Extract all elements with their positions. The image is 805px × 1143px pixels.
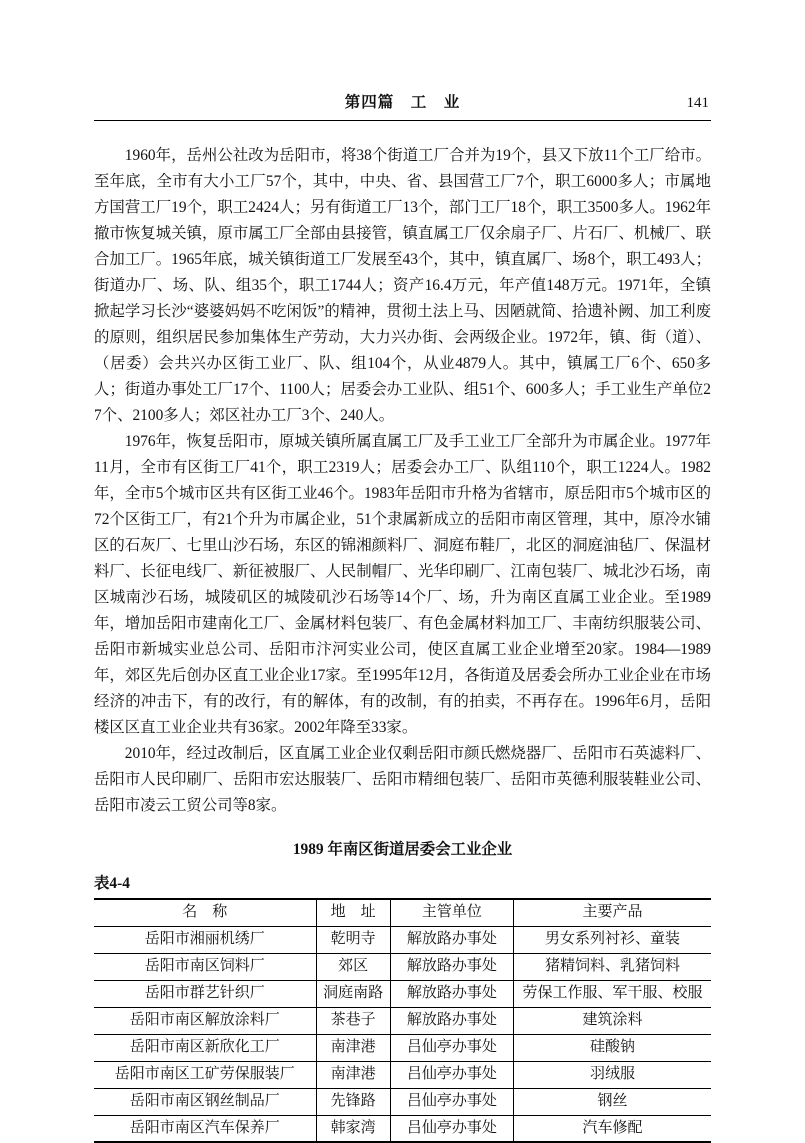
- table-header-cell: 主要产品: [514, 899, 711, 926]
- table-cell: 岳阳市南区汽车保养厂: [129, 1119, 280, 1136]
- table-cell: 韩家湾: [316, 1115, 390, 1142]
- table-header-cell: 名 称: [94, 899, 316, 926]
- table-cell: 岳阳市南区工矿劳保服装厂: [94, 1061, 316, 1088]
- table-cell: 南津港: [316, 1034, 390, 1061]
- table-cell: 岳阳市南区新欣化工厂: [94, 1034, 316, 1061]
- page-content: [94, 0, 711, 1143]
- table-label: 表4-4: [94, 875, 130, 892]
- table-cell: 汽车修配: [514, 1115, 711, 1142]
- table-cell: 吕仙亭办事处: [390, 1034, 513, 1061]
- table-title: 1989 年南区街道居委会工业企业: [292, 841, 513, 858]
- body-text: [94, 143, 711, 819]
- table-cell: 茶巷子: [316, 1007, 390, 1034]
- table-cell: 南津港: [316, 1061, 390, 1088]
- table-cell: 建筑涂料: [514, 1007, 711, 1034]
- table-cell: 解放路办事处: [390, 926, 513, 953]
- table-cell: 解放路办事处: [390, 953, 513, 980]
- paragraph: 1976年，恢复岳阳市，原城关镇所属直属工厂及手工业工厂全部升为市属企业。1977年11月，全市有区街工厂41个，职工2319人；居委会办工厂、队组110个，职工1224人。1982年，全市5个城市区共有区街工业46个。1983年岳阳市升格为省辖市，原岳阳市5个城市区的72个区街工厂，有21个升为市属企业，51个隶属新成立的岳阳市南区管理，其中，原冷水铺区的石灰厂、七里山沙石场，东区的锦湘颜料厂、洞庭布鞋厂，北区的洞庭油毡厂、保温材料厂、长征电线厂、新征被服厂、人民制帽厂、光华印刷厂、江南包装厂、城北沙石场，南区城南沙石场，城陵矶区的城陵矶沙石场等14个厂、场，升为南区直属工业企业。至1989年，增加岳阳市建南化工厂、金属材料包装厂、有色金属材料加工厂、丰南纺织服装公司、岳阳市新城实业总公司、岳阳市汴河实业公司，使区直属工业企业增至20家。1984—1989年，郊区先后创办区直工业企业17家。至1995年12月，各街道及居委会所办工业企业在市场经济的冲击下，有的改行，有的解体，有的改制，有的拍卖，不再存在。1996年6月，岳阳楼区区直工业企业共有36家。2002年降至33家。: [94, 433, 711, 736]
- table-row: [94, 1007, 711, 1034]
- table-cell: 洞庭南路: [316, 980, 390, 1007]
- table-cell: 吕仙亭办事处: [390, 1115, 513, 1142]
- table-header-cell: 地 址: [316, 899, 390, 926]
- table-row: [94, 1115, 711, 1142]
- table-row: [94, 1034, 711, 1061]
- table-header-cell: 主管单位: [390, 899, 513, 926]
- table-cell: 男女系列衬衫、童装: [514, 926, 711, 953]
- enterprises-table: [94, 898, 711, 1143]
- table-row: [94, 980, 711, 1007]
- table-row: [94, 1088, 711, 1115]
- table-header-row: [94, 899, 711, 926]
- table-cell: 吕仙亭办事处: [390, 1061, 513, 1088]
- paragraph: 1960年，岳州公社改为岳阳市，将38个街道工厂合并为19个，县又下放11个工厂给市。至年底，全市有大小工厂57个，其中，中央、省、县国营工厂7个，职工6000多人；市属地方国营工厂19个，职工2424人；另有街道工厂13个，部门工厂18个，职工3500多人。1962年撤市恢复城关镇，原市属工厂全部由县接管，镇直属工厂仅余扇子厂、片石厂、机械厂、联合加工厂。1965年底，城关镇街道工厂发展至43个，其中，镇直属厂、场8个，职工493人；街道办厂、场、队、组35个，职工1744人；资产16.4万元，年产值148万元。1971年，全镇掀起学习长沙“婆婆妈妈不吃闲饭”的精神，贯彻土法上马、因陋就简、拾遗补阙、加工利废的原则，组织居民参加集体生产劳动，大力兴办街、会两级企业。1972年，镇、街（道）、（居委）会共兴办区街工业厂、队、组104个，从业4879人。其中，镇属工厂6个、650多人；街道办事处工厂17个、1100人；居委会办工业队、组51个、600多人；手工业生产单位27个、2100多人；郊区社办工厂3个、240人。: [94, 147, 711, 424]
- table-cell: 猪精饲料、乳猪饲料: [514, 953, 711, 980]
- table-cell: 乾明寺: [316, 926, 390, 953]
- table-cell: 吕仙亭办事处: [390, 1088, 513, 1115]
- section-title: 第四篇 工 业: [344, 94, 461, 111]
- table-cell: 钢丝: [514, 1088, 711, 1115]
- table-row: [94, 926, 711, 953]
- page-header: [94, 90, 711, 121]
- table-cell: 岳阳市南区解放涂料厂: [94, 1007, 316, 1034]
- table-cell: 羽绒服: [514, 1061, 711, 1088]
- table-cell: 郊区: [316, 953, 390, 980]
- table-cell: 先锋路: [316, 1088, 390, 1115]
- table-cell: 岳阳市群艺针织厂: [94, 980, 316, 1007]
- paragraph: 2010年，经过改制后，区直属工业企业仅剩岳阳市颜氏燃烧器厂、岳阳市石英滤料厂、岳阳市人民印刷厂、岳阳市宏达服装厂、岳阳市精细包装厂、岳阳市英德利服装鞋业公司、岳阳市凌云工贸公司等8家。: [94, 745, 711, 814]
- table-body: [94, 926, 711, 1142]
- table-cell: 劳保工作服、军干服、校服: [514, 980, 711, 1007]
- table-row: [94, 1061, 711, 1088]
- table-cell: 岳阳市湘丽机绣厂: [94, 926, 316, 953]
- table-row: [94, 899, 711, 926]
- table-cell: 硅酸钠: [514, 1034, 711, 1061]
- table-cell: 岳阳市南区饲料厂: [94, 953, 316, 980]
- table-row: [94, 953, 711, 980]
- table-cell: 解放路办事处: [390, 980, 513, 1007]
- page-number: 141: [686, 95, 709, 111]
- table-cell: 岳阳市南区钢丝制品厂: [94, 1088, 316, 1115]
- table-cell: 解放路办事处: [390, 1007, 513, 1034]
